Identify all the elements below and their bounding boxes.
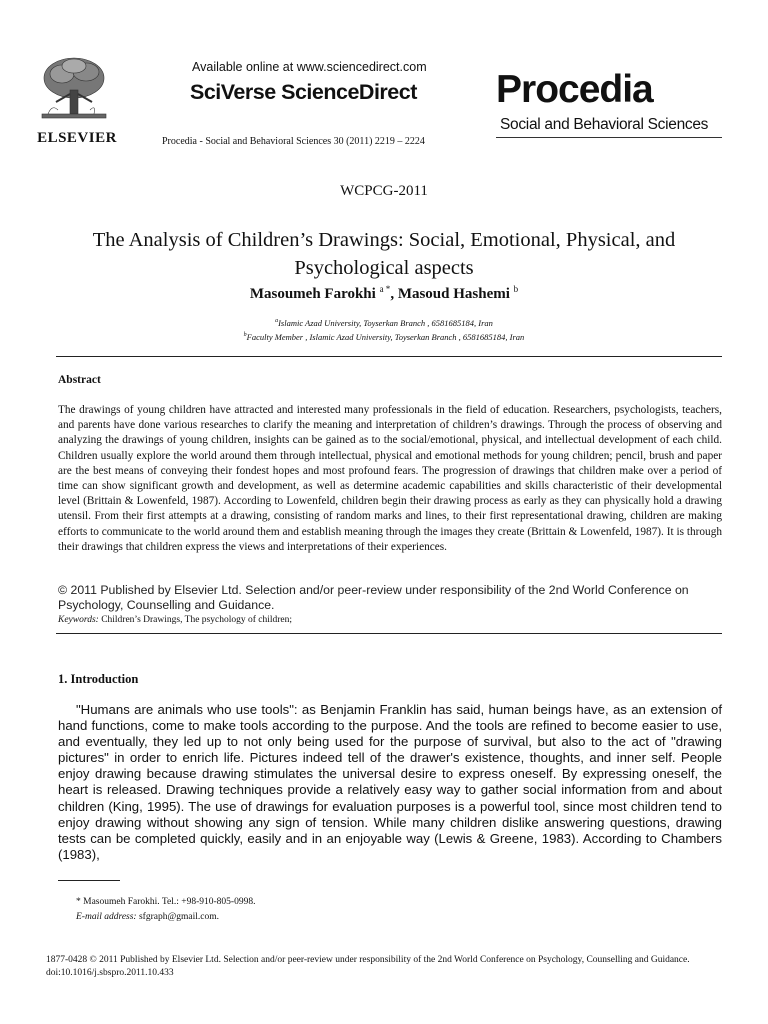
article-title: The Analysis of Children’s Drawings: Social, Emotional, Physical, and Psychological aspects	[92, 229, 676, 279]
author-list	[0, 284, 768, 303]
procedia-logo-subtitle: Social and Behavioral Sciences	[500, 116, 709, 133]
footnote-email	[76, 912, 219, 922]
affiliation-marker: b	[243, 332, 247, 339]
keywords-label: Keywords:	[58, 615, 99, 625]
elsevier-wordmark: ELSEVIER	[37, 130, 117, 146]
procedia-logo-title: Procedia	[496, 68, 653, 111]
footnote-rule	[58, 880, 120, 881]
email-label: E-mail address:	[76, 912, 137, 922]
elsevier-tree-icon	[34, 54, 114, 124]
affiliation	[0, 318, 768, 328]
abstract-bottom-rule	[56, 633, 722, 634]
email-address: sfgraph@gmail.com.	[136, 912, 219, 922]
footer-copyright: 1877-0428 © 2011 Published by Elsevier Ltd. Selection and/or peer-review under responsibility of the 2nd World Conference on Psychology, Counselling and Guidance.	[46, 955, 690, 965]
elsevier-logo	[24, 54, 130, 150]
abstract-top-rule	[56, 356, 722, 357]
affiliation	[0, 332, 768, 342]
abstract-text: The drawings of young children have attracted and interested many professionals in the field of education. Researchers, psychologists, teachers, and parents have done various researches to clarify the meaning and interpretation of children’s drawings. Through the process of observing and analyzing the drawings of young children, insights can be gained as to the social/emotional, physical, and intellectual development of each child. Children usually explore the world around them through intellectual, physical and emotional methods for young children; pencil, brush and paper are the best means of conveying their fondest hopes and most profound fears. The progression of drawings that children make over a period of time can show significant growth and development, as well as determine academic capabilities and skills characteristic of their developmental level (Brittain & Lowenfeld, 1987). According to Lowenfeld, children begin their drawing process as early as they can physically hold a drawing utensil. From their first attempts at a drawing, consisting of random marks and lines, to their first representational drawing, children are making efforts to communicate to the world around them and establish meaning through the images they create (Brittain & Lowenfeld, 1987). It is through their drawings that children express the views and interpretations of their experiences.	[58, 404, 722, 553]
copyright-notice: © 2011 Published by Elsevier Ltd. Selection and/or peer-review under responsibility of the 2nd World Conference on Psychology, Counselling and Guidance.	[58, 583, 689, 612]
sciverse-logo-text: SciVerse ScienceDirect	[190, 80, 417, 104]
footnote-corresponding-author: * Masoumeh Farokhi. Tel.: +98-910-805-0998.	[76, 897, 256, 907]
keywords	[58, 615, 722, 625]
affiliation-text: Faculty Member , Islamic Azad University, Toyserkan Branch , 6581685184, Iran	[246, 332, 525, 342]
author-affiliation-marker: b	[513, 284, 519, 294]
section-body: "Humans are animals who use tools": as Benjamin Franklin has said, human beings have, as an extension of hand functions, come to make tools according to the purpose. And the tools are refined to become easier to use, and eventually, they led up to not only being used for the purpose of survival, but also to the act of "drawing pictures" in order to enrich life. Pictures indeed tell of the drawer's existence, thoughts, and inner self. People enjoy drawing because drawing stimulates the universal desire to express oneself. By expressing oneself, the heart is released. Drawing techniques provide a relatively easy way to gather social information from and about children (King, 1995). The use of drawings for evaluation purposes is a powerful tool, since most children tend to enjoy drawing without showing any sign of tension. While many children dislike answering questions, drawing tests can be completed quickly, easily and in an enjoyable way (Lewis & Greene, 1983). According to Chambers (1983),	[58, 702, 722, 862]
page-footer	[46, 954, 726, 980]
section-heading: 1. Introduction	[58, 672, 139, 686]
available-online-text: Available online at www.sciencedirect.com	[192, 60, 427, 74]
procedia-divider	[496, 137, 722, 138]
author-name: Masoud Hashemi	[397, 286, 510, 302]
keywords-text: Children’s Drawings, The psychology of children;	[98, 615, 293, 625]
journal-citation: Procedia - Social and Behavioral Sciences 30 (2011) 2219 – 2224	[162, 136, 425, 147]
author-affiliation-marker: a *	[379, 284, 391, 294]
affiliation-text: Islamic Azad University, Toyserkan Branch , 6581685184, Iran	[278, 318, 493, 328]
footer-doi: doi:10.1016/j.sbspro.2011.10.433	[46, 968, 174, 978]
affiliation-marker: a	[275, 318, 279, 325]
conference-name: WCPCG-2011	[340, 183, 428, 199]
author-separator: ,	[390, 286, 398, 302]
abstract-heading: Abstract	[58, 374, 101, 386]
author-name: Masoumeh Farokhi	[249, 286, 376, 302]
